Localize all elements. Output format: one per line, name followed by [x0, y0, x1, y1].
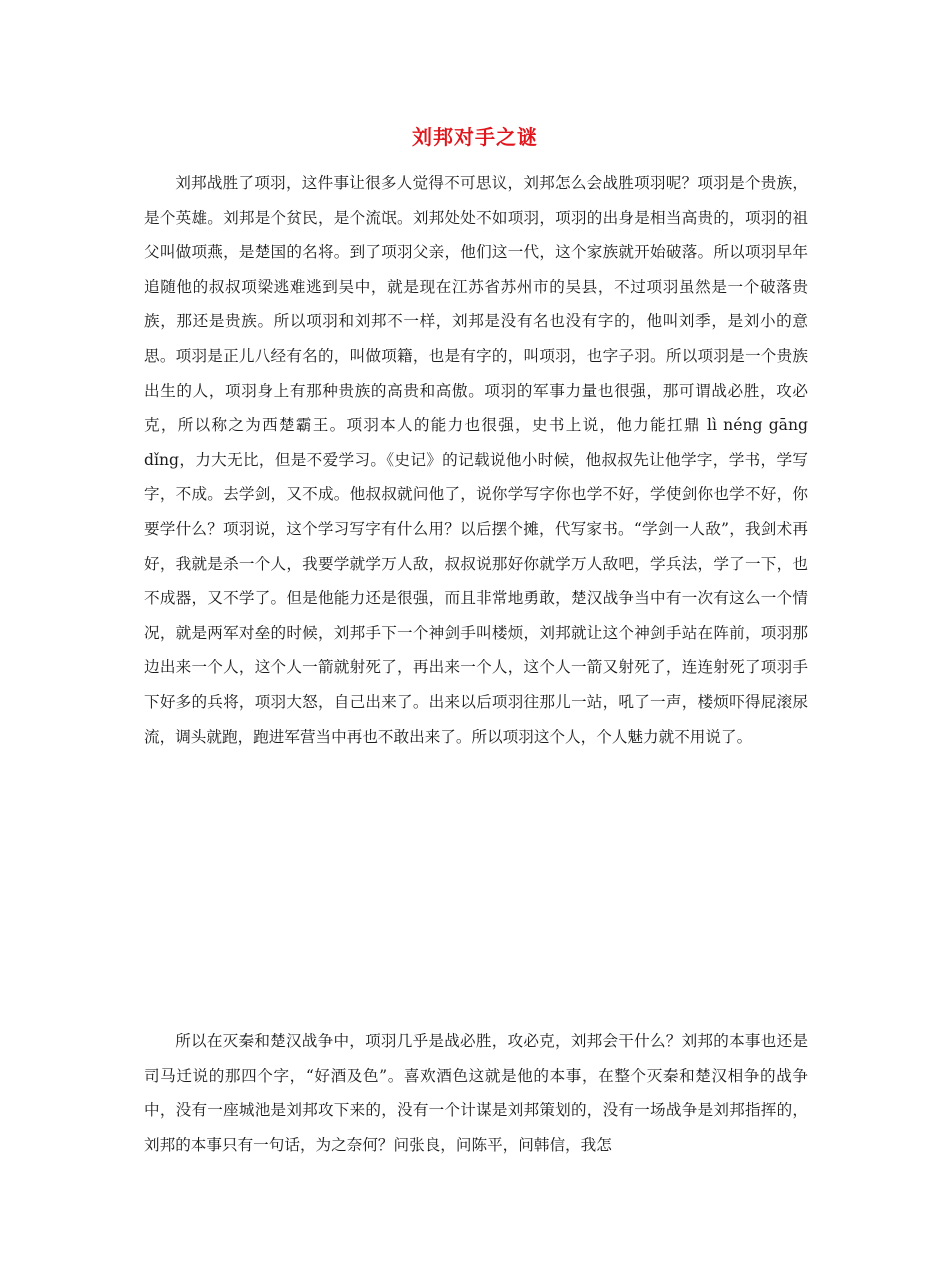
document-title: 刘邦对手之谜 [412, 125, 538, 149]
paragraph-1: 刘邦战胜了项羽，这件事让很多人觉得不可思议，刘邦怎么会战胜项羽呢？项羽是个贵族，是个英雄。刘邦是个贫民，是个流氓。刘邦处处不如项羽，项羽的出身是相当高贵的，项羽的祖父叫做项燕，是楚国的名将。到了项羽父亲，他们这一代，这个家族就开始破落。所以项羽早年追随他的叔叔项梁逃难逃到吴中，就是现在江苏省苏州市的吴县，不过项羽虽然是一个破落贵族，那还是贵族。所以项羽和刘邦不一样，刘邦是没有名也没有字的，他叫刘季，是刘小的意思。项羽是正儿八经有名的，叫做项籍，也是有字的，叫项羽，也字子羽。所以项羽是一个贵族出生的人，项羽身上有那种贵族的高贵和高傲。项羽的军事力量也很强，那可谓战必胜，攻必克，所以称之为西楚霸王。项羽本人的能力也很强，史书上说，他力能扛鼎 lì néng gāng dǐng，力大无比，但是不爱学习。《史记》的记载说他小时候，他叔叔先让他学字，学书，学写字，不成。去学剑，又不成。他叔叔就问他了，说你学写字你也学不好，学使剑你也学不好，你要学什么？项羽说，这个学习写字有什么用？以后摆个摊，代写家书。“学剑一人敌”，我剑术再好，我就是杀一个人，我要学就学万人敌，叔叔说那好你就学万人敌吧，学兵法，学了一下，也不成器，又不学了。但是他能力还是很强，而且非常地勇敢，楚汉战争当中有一次有这么一个情况，就是两军对垒的时候，刘邦手下一个神剑手叫楼烦，刘邦就让这个神剑手站在阵前，项羽那边出来一个人，这个人一箭就射死了，再出来一个人，这个人一箭又射死了，连连射死了项羽手下好多的兵将，项羽大怒，自己出来了。出来以后项羽往那儿一站，吼了一声，楼烦吓得屁滚尿流，调头就跑，跑进军营当中再也不敢出来了。所以项羽这个人，个人魅力就不用说了。 [144, 174, 808, 746]
paragraph-2: 所以在灭秦和楚汉战争中，项羽几乎是战必胜，攻必克，刘邦会干什么？刘邦的本事也还是司马迁说的那四个字，“好酒及色”。喜欢酒色这就是他的本事，在整个灭秦和楚汉相争的战争中，没有一座城池是刘邦攻下来的，没有一个计谋是刘邦策划的，没有一场战争是刘邦指挥的，刘邦的本事只有一句话，为之奈何？问张良，问陈平，问韩信，我怎 [144, 1032, 808, 1154]
